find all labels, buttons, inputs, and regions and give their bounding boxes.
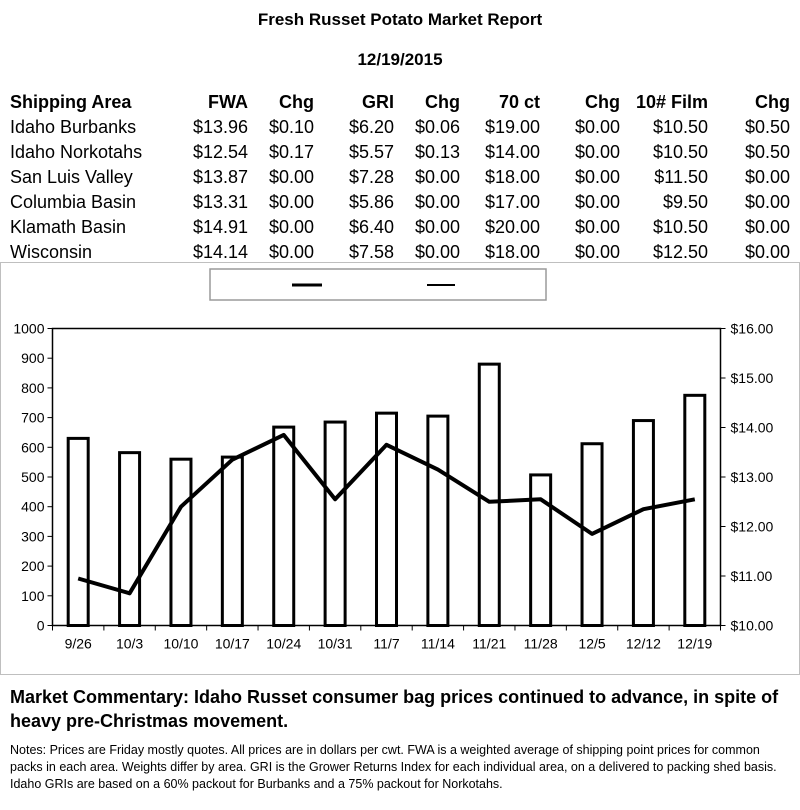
cell-10lb-film-chg: $0.50 <box>744 117 790 137</box>
x-tick-label: 12/5 <box>578 635 606 652</box>
header-70ct: 70 ct <box>498 92 540 112</box>
cell-fwa-chg: $0.00 <box>268 217 314 237</box>
x-tick-label: 10/24 <box>266 635 302 652</box>
cell-gri-chg: $0.00 <box>414 192 460 212</box>
combo-chart <box>0 262 800 680</box>
table-row <box>10 115 790 140</box>
cell-area: San Luis Valley <box>10 167 133 187</box>
x-tick-label: 11/14 <box>420 635 455 652</box>
cell-gri: $6.40 <box>348 217 394 237</box>
left-tick-label: 200 <box>21 558 45 575</box>
cell-10lb-film-chg: $0.00 <box>744 217 790 237</box>
cell-fwa: $14.91 <box>192 217 248 237</box>
cell-gri-chg: $0.13 <box>414 142 460 162</box>
right-tick-label: $11.00 <box>730 568 773 584</box>
left-tick-label: 500 <box>21 469 45 485</box>
cell-10lb-film: $10.50 <box>652 142 708 162</box>
bar-11-14 <box>428 416 448 625</box>
cell-70ct-chg: $0.00 <box>574 242 620 262</box>
right-tick-label: $14.00 <box>730 419 774 436</box>
header-10lb-film-chg: Chg <box>755 92 790 112</box>
table-row <box>10 165 790 190</box>
cell-70ct: $17.00 <box>484 192 540 212</box>
cell-10lb-film-chg: $0.50 <box>744 142 790 162</box>
x-tick-label: 11/28 <box>523 635 558 652</box>
x-tick-label: 10/31 <box>317 635 353 652</box>
right-tick-label: $16.00 <box>730 320 774 337</box>
x-tick-label: 11/21 <box>472 635 507 652</box>
cell-gri: $7.58 <box>348 242 394 262</box>
left-tick-label: 400 <box>21 498 45 515</box>
bar-10-31 <box>325 422 345 625</box>
cell-fwa: $13.96 <box>192 117 248 137</box>
x-tick-label: 10/17 <box>214 635 250 652</box>
cell-70ct-chg: $0.00 <box>574 192 620 212</box>
cell-10lb-film-chg: $0.00 <box>744 242 790 262</box>
left-tick-label: 600 <box>21 439 45 456</box>
cell-gri-chg: $0.00 <box>414 242 460 262</box>
right-tick-label: $12.00 <box>730 518 774 535</box>
left-tick-label: 1000 <box>13 320 45 337</box>
cell-fwa: $12.54 <box>192 142 248 162</box>
cell-fwa: $13.87 <box>192 167 248 187</box>
cell-10lb-film-chg: $0.00 <box>744 167 790 187</box>
x-tick-label: 12/12 <box>625 635 661 652</box>
x-tick-label: 9/26 <box>64 635 92 652</box>
cell-fwa: $14.14 <box>192 242 248 262</box>
cell-70ct-chg: $0.00 <box>574 167 620 187</box>
cell-10lb-film-chg: $0.00 <box>744 192 790 212</box>
left-tick-label: 800 <box>21 379 45 396</box>
right-tick-label: $10.00 <box>730 617 774 634</box>
cell-gri-chg: $0.06 <box>414 117 460 137</box>
cell-70ct-chg: $0.00 <box>574 142 620 162</box>
cell-area: Columbia Basin <box>10 192 137 212</box>
x-tick-label: 10/10 <box>163 635 199 652</box>
report-date: 12/19/2015 <box>357 50 443 69</box>
left-tick-label: 300 <box>21 528 45 545</box>
cell-fwa-chg: $0.00 <box>268 192 314 212</box>
cell-10lb-film: $11.50 <box>654 167 708 187</box>
cell-area: Idaho Norkotahs <box>10 142 143 162</box>
table-row <box>10 140 790 165</box>
report-title: Fresh Russet Potato Market Report <box>257 10 543 29</box>
header-10lb-film: 10# Film <box>635 92 708 112</box>
bar-10-24 <box>274 427 294 625</box>
x-tick-label: 11/7 <box>373 635 400 652</box>
cell-70ct-chg: $0.00 <box>574 117 620 137</box>
left-tick-label: 700 <box>21 409 45 426</box>
bar-10-10 <box>171 459 191 625</box>
cell-fwa-chg: $0.00 <box>268 242 314 262</box>
table-row <box>10 215 790 240</box>
cell-gri-chg: $0.00 <box>414 217 460 237</box>
left-tick-label: 100 <box>21 587 45 604</box>
header-shipping-area: Shipping Area <box>10 92 132 112</box>
x-tick-label: 12/19 <box>677 635 713 652</box>
bar-10-17 <box>222 457 242 625</box>
cell-70ct-chg: $0.00 <box>574 217 620 237</box>
cell-70ct: $18.00 <box>484 167 540 187</box>
bar-12-19 <box>685 395 705 625</box>
cell-70ct: $14.00 <box>484 142 540 162</box>
cell-gri: $5.57 <box>348 142 394 162</box>
price-table <box>10 90 790 265</box>
cell-fwa-chg: $0.00 <box>268 167 314 187</box>
right-tick-label: $15.00 <box>730 370 774 386</box>
header-gri-chg: Chg <box>425 92 460 112</box>
header-fwa-chg: Chg <box>279 92 314 112</box>
header-gri: GRI <box>361 92 394 112</box>
cell-70ct: $18.00 <box>484 242 540 262</box>
cell-gri: $7.28 <box>348 167 394 187</box>
left-tick-label: 900 <box>21 350 45 367</box>
cell-gri: $5.86 <box>348 192 394 212</box>
cell-gri: $6.20 <box>348 117 394 137</box>
left-tick-label: 0 <box>36 617 45 634</box>
cell-fwa-chg: $0.17 <box>268 142 314 162</box>
legend-box <box>210 269 546 300</box>
market-commentary: Market Commentary: Idaho Russet consumer bag prices continued to advance, in spite of heavy pre-Christmas movement. <box>10 687 779 731</box>
cell-gri-chg: $0.00 <box>414 167 460 187</box>
cell-10lb-film: $10.50 <box>652 117 708 137</box>
x-tick-label: 10/3 <box>115 635 144 652</box>
header-fwa: FWA <box>208 92 248 112</box>
cell-fwa: $13.31 <box>192 192 248 212</box>
cell-area: Wisconsin <box>10 242 93 262</box>
header-70ct-chg: Chg <box>585 92 620 112</box>
right-tick-label: $13.00 <box>730 469 774 485</box>
cell-10lb-film: $9.50 <box>662 192 708 212</box>
cell-area: Idaho Burbanks <box>10 117 137 137</box>
table-header-row <box>10 90 790 115</box>
bar-10-3 <box>120 453 140 626</box>
cell-10lb-film: $10.50 <box>652 217 708 237</box>
cell-fwa-chg: $0.10 <box>268 117 314 137</box>
bar-11-21 <box>479 364 499 625</box>
cell-area: Klamath Basin <box>10 217 127 237</box>
notes: Notes: Prices are Friday mostly quotes. All prices are in dollars per cwt. FWA is a weighted average of shipping point prices for common packs in each area. Weights differ by area. GRI is the Grower Returns Index for each individual area, on a delivered to packing shed basis. Idaho GRIs are based on a 60% packout for Burbanks and a 75% packout for Norkotahs. <box>10 743 777 791</box>
bar-12-12 <box>633 421 653 626</box>
table-row <box>10 190 790 215</box>
cell-70ct: $20.00 <box>484 217 540 237</box>
bar-9-26 <box>68 438 88 625</box>
cell-70ct: $19.00 <box>484 117 540 137</box>
cell-10lb-film: $12.50 <box>652 242 708 262</box>
